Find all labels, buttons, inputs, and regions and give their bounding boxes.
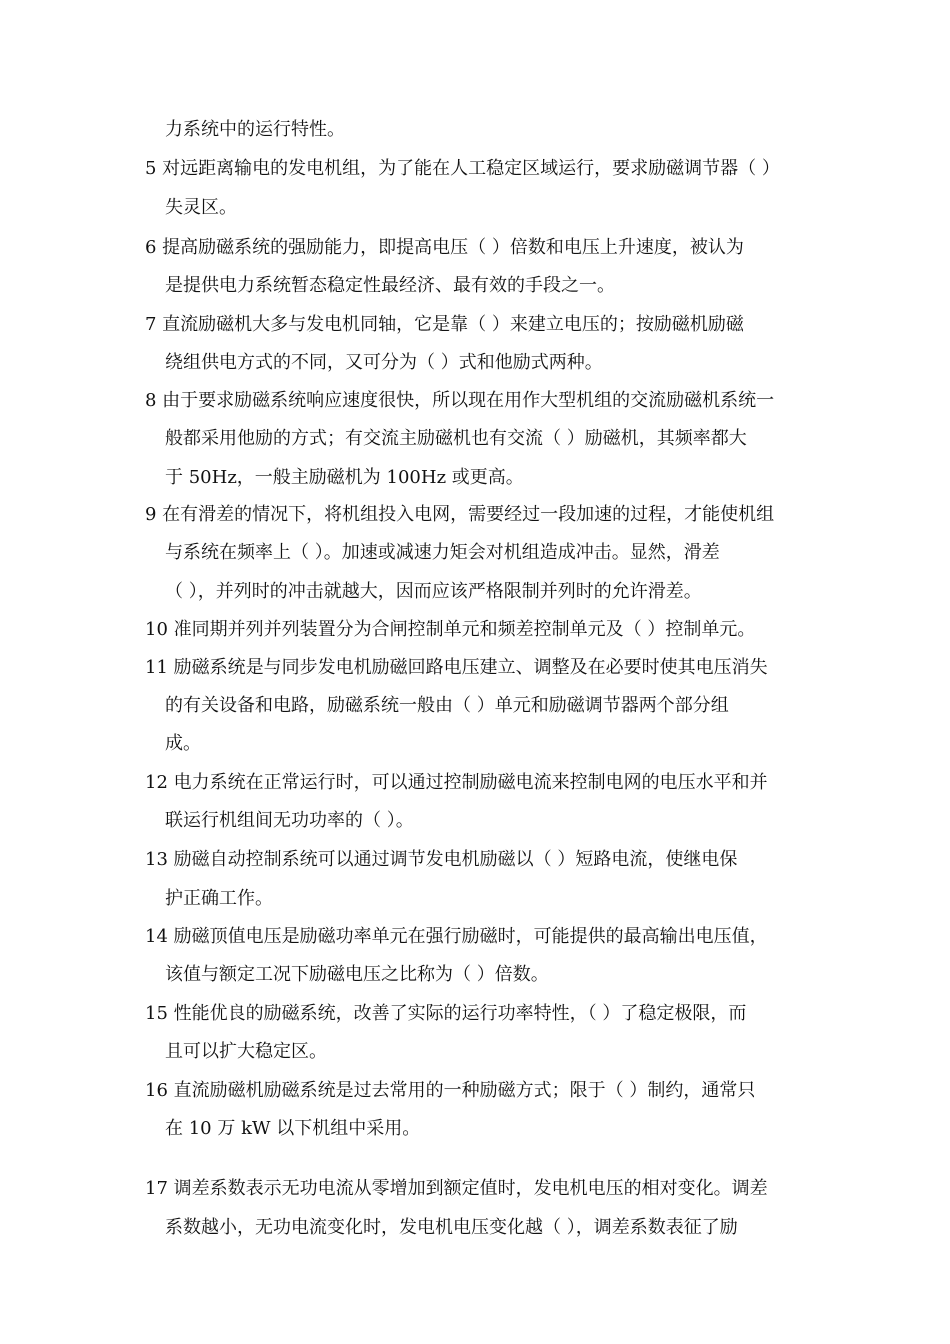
question-8-line-1: 8 由于要求励磁系统响应速度很快，所以现在用作大型机组的交流励磁机系统一	[145, 390, 775, 411]
question-11-line-3: 成。	[165, 733, 201, 754]
question-16-line-1: 16 直流励磁机励磁系统是过去常用的一种励磁方式；限于（ ）制约，通常只	[145, 1080, 756, 1101]
question-7-line-2: 绕组供电方式的不同，又可分为（ ）式和他励式两种。	[165, 352, 603, 373]
question-16-line-2: 在 10 万 kW 以下机组中采用。	[165, 1118, 421, 1139]
question-9-line-1: 9 在有滑差的情况下，将机组投入电网，需要经过一段加速的过程，才能使机组	[145, 504, 775, 525]
question-7-line-1: 7 直流励磁机大多与发电机同轴，它是靠（ ）来建立电压的；按励磁机励磁	[145, 314, 744, 335]
question-15-line-2: 且可以扩大稳定区。	[165, 1041, 327, 1062]
text-line: 力系统中的运行特性。	[165, 119, 345, 140]
question-12-line-1: 12 电力系统在正常运行时，可以通过控制励磁电流来控制电网的电压水平和并	[145, 772, 768, 793]
question-5-line-1: 5 对远距离输电的发电机组，为了能在人工稳定区域运行，要求励磁调节器（ ）	[145, 158, 780, 179]
question-12-line-2: 联运行机组间无功功率的（ ）。	[165, 810, 414, 831]
question-14-line-2: 该值与额定工况下励磁电压之比称为（ ）倍数。	[165, 964, 549, 985]
question-17-line-1: 17 调差系数表示无功电流从零增加到额定值时，发电机电压的相对变化。调差	[145, 1178, 768, 1199]
question-15-line-1: 15 性能优良的励磁系统，改善了实际的运行功率特性，（ ）了稳定极限，而	[145, 1003, 747, 1024]
question-17-line-2: 系数越小，无功电流变化时，发电机电压变化越（ ），调差系数表征了励	[165, 1217, 738, 1238]
question-9-line-2: 与系统在频率上（ ）。加速或减速力矩会对机组造成冲击。显然，滑差	[165, 542, 720, 563]
question-13-line-1: 13 励磁自动控制系统可以通过调节发电机励磁以（ ）短路电流，使继电保	[145, 849, 738, 870]
question-14-line-1: 14 励磁顶值电压是励磁功率单元在强行励磁时，可能提供的最高输出电压值，	[145, 926, 768, 947]
question-8-line-3: 于 50Hz，一般主励磁机为 100Hz 或更高。	[165, 467, 524, 488]
question-6-line-1: 6 提高励磁系统的强励能力，即提高电压（ ）倍数和电压上升速度，被认为	[145, 237, 744, 258]
question-8-line-2: 般都采用他励的方式；有交流主励磁机也有交流（ ）励磁机，其频率都大	[165, 428, 747, 449]
question-5-line-2: 失灵区。	[165, 197, 237, 218]
question-13-line-2: 护正确工作。	[165, 888, 273, 909]
question-6-line-2: 是提供电力系统暂态稳定性最经济、最有效的手段之一。	[165, 275, 615, 296]
question-11-line-1: 11 励磁系统是与同步发电机励磁回路电压建立、调整及在必要时使其电压消失	[145, 657, 768, 678]
question-10-line-1: 10 准同期并列并列装置分为合闸控制单元和频差控制单元及（ ）控制单元。	[145, 619, 756, 640]
question-9-line-3: （ ），并列时的冲击就越大，因而应该严格限制并列时的允许滑差。	[165, 581, 702, 602]
question-11-line-2: 的有关设备和电路，励磁系统一般由（ ）单元和励磁调节器两个部分组	[165, 695, 729, 716]
